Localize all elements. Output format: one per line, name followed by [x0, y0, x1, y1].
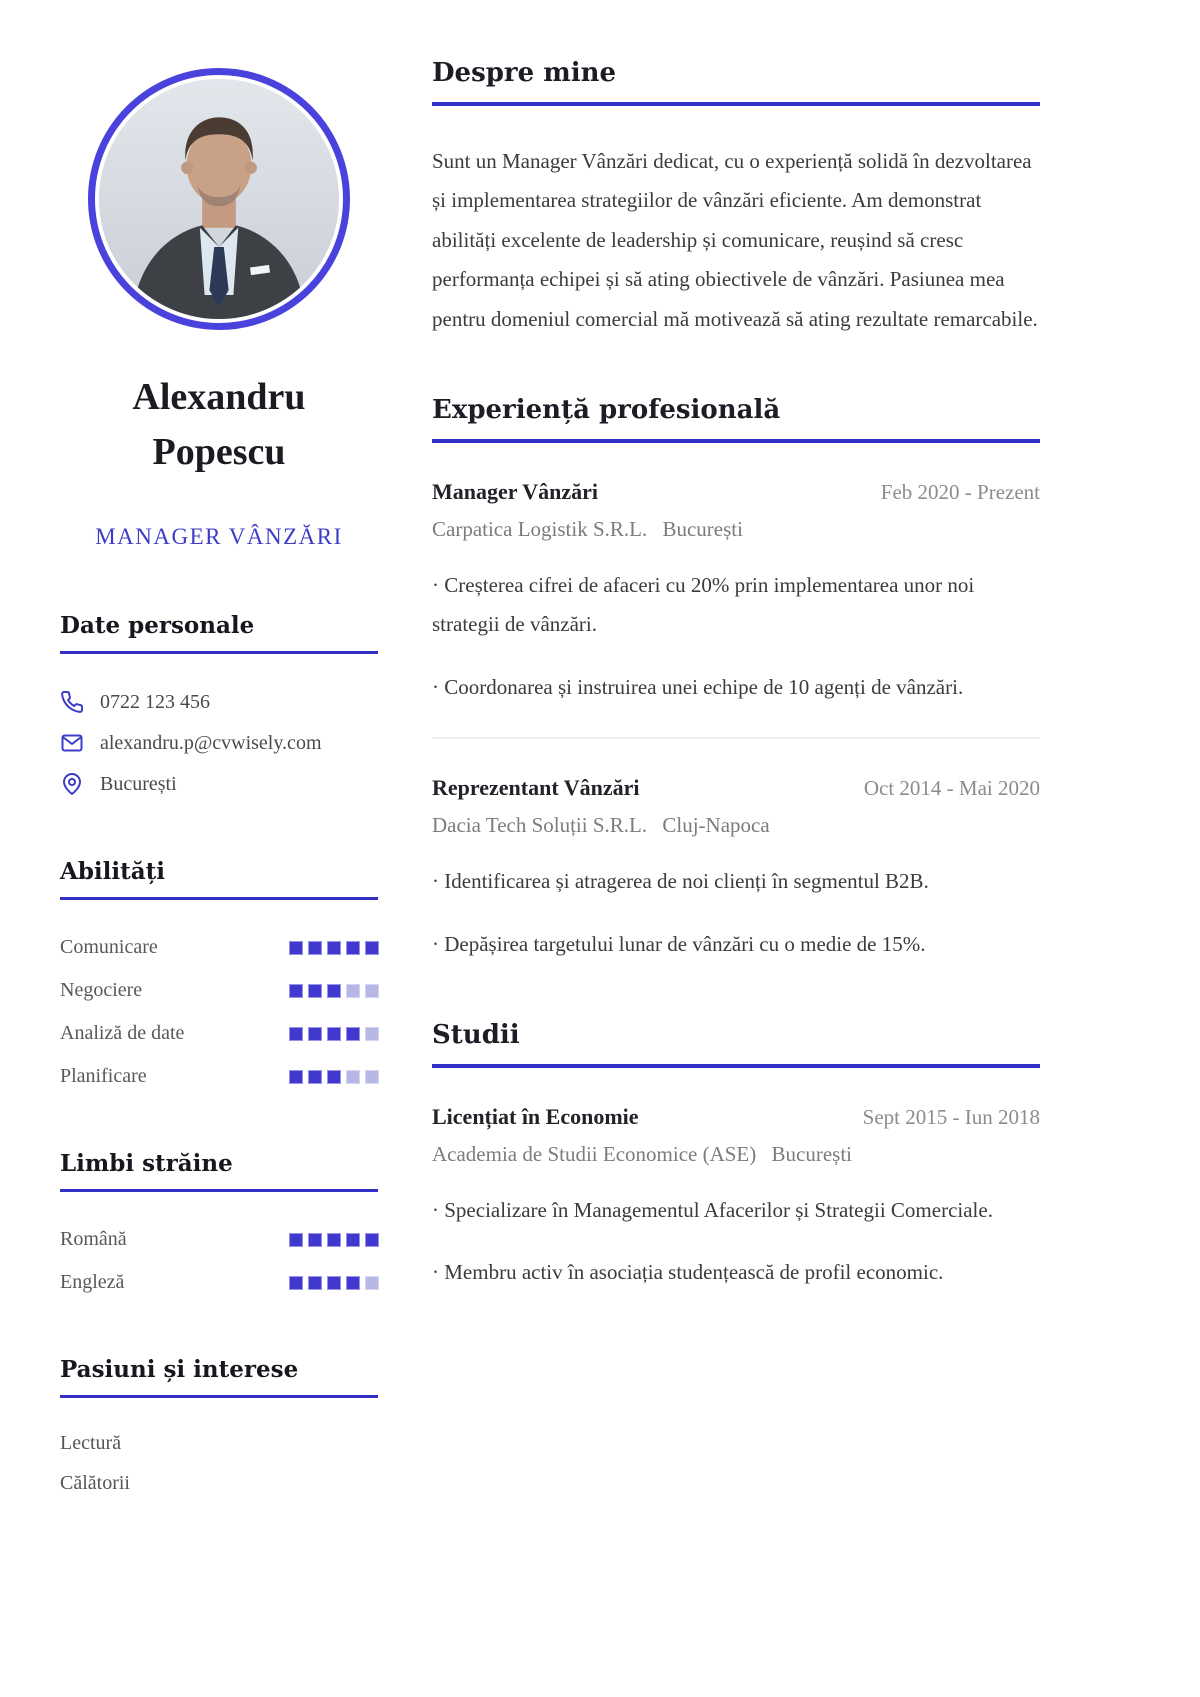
education-bullet: · Specializare în Managementul Afacerilor și Strategii Comerciale.: [432, 1191, 1040, 1230]
rating-square: [290, 1234, 302, 1246]
rating-square: [328, 985, 340, 997]
experience-bullet: · Coordonarea și instruirea unei echipe de 10 agenți de vânzări.: [432, 668, 1040, 707]
contact-list: [60, 690, 378, 796]
education-entry: [432, 1068, 1040, 1293]
skill-row: [60, 979, 378, 1002]
portrait-illustration: [99, 79, 339, 319]
rating-square: [347, 942, 359, 954]
skill-label: Analiză de date: [60, 1022, 185, 1045]
language-row: [60, 1228, 378, 1251]
location-value: București: [100, 772, 177, 795]
education-bullet: · Membru activ în asociația studențească de profil economic.: [432, 1253, 1040, 1292]
experience-organization: [432, 517, 1040, 542]
experience-bullet: · Identificarea și atragerea de noi clienți în segmentul B2B.: [432, 862, 1040, 901]
rating-square: [366, 942, 378, 954]
experience-entry: [432, 443, 1040, 739]
language-label: Engleză: [60, 1271, 125, 1294]
rating-square: [309, 1071, 321, 1083]
about-section: [432, 58, 1040, 339]
skill-rating: [290, 1071, 378, 1083]
rating-square: [328, 1071, 340, 1083]
rating-square: [290, 942, 302, 954]
education-organization: [432, 1142, 1040, 1167]
organization-name: Dacia Tech Soluții S.R.L.: [432, 812, 648, 837]
language-rating: [290, 1277, 378, 1289]
education-entry-head: [432, 1104, 1040, 1130]
sidebar: [60, 58, 378, 1512]
profile-photo: [99, 79, 339, 319]
rating-square: [328, 1028, 340, 1040]
rating-square: [290, 985, 302, 997]
skill-label: Comunicare: [60, 936, 158, 959]
interest-item: Călătorii: [60, 1472, 130, 1495]
skill-row: [60, 1022, 378, 1045]
experience-bullets: [432, 566, 1040, 707]
rating-square: [309, 1277, 321, 1289]
skill-rating: [290, 985, 378, 997]
rating-square: [366, 1028, 378, 1040]
rating-square: [309, 1234, 321, 1246]
location-pin-icon: [60, 772, 84, 796]
rating-square: [309, 985, 321, 997]
about-heading: Despre mine: [432, 58, 1040, 106]
rating-square: [347, 1234, 359, 1246]
languages-section: [60, 1150, 378, 1294]
experience-section: [432, 395, 1040, 963]
profile-photo-frame: [88, 68, 350, 330]
rating-square: [328, 942, 340, 954]
skill-rating: [290, 1028, 378, 1040]
email-row: [60, 731, 378, 755]
education-section: [432, 1020, 1040, 1293]
skills-section: [60, 858, 378, 1088]
skills-heading: Abilități: [60, 858, 378, 900]
rating-square: [328, 1277, 340, 1289]
skill-row: [60, 936, 378, 959]
rating-square: [309, 942, 321, 954]
interests-section: [60, 1356, 378, 1495]
about-text: Sunt un Manager Vânzări dedicat, cu o experiență solidă în dezvoltarea și implementarea strategiilor de vânzări eficiente. Am demonstrat abilități excelente de leadership și comunicare, reușind să cresc performanța echipei și să ating obiectivele de vânzări. Pasiunea mea pentru domeniul comercial mă motivează să ating rezultate remarcabile.: [432, 149, 1038, 331]
interests-list: [60, 1432, 378, 1495]
skill-label: Planificare: [60, 1065, 147, 1088]
candidate-job-title: MANAGER VÂNZĂRI: [95, 524, 343, 550]
organization-name: Carpatica Logistik S.R.L.: [432, 517, 648, 542]
experience-bullet: · Depășirea targetului lunar de vânzări cu o medie de 15%.: [432, 925, 1040, 964]
language-label: Română: [60, 1228, 127, 1251]
languages-heading: Limbi străine: [60, 1150, 378, 1192]
rating-square: [366, 1234, 378, 1246]
phone-value: 0722 123 456: [100, 690, 210, 713]
organization-location: București: [662, 517, 743, 542]
experience-heading: Experiență profesională: [432, 395, 1040, 443]
experience-entry: [432, 739, 1040, 964]
skill-label: Negociere: [60, 979, 143, 1002]
experience-bullets: [432, 862, 1040, 964]
main-column: [432, 58, 1040, 1512]
languages-list: [60, 1228, 378, 1294]
experience-period: Feb 2020 - Prezent: [880, 480, 1040, 505]
experience-entry-head: [432, 479, 1040, 505]
phone-icon: [60, 690, 84, 714]
skill-rating: [290, 942, 378, 954]
experience-period: Oct 2014 - Mai 2020: [863, 775, 1040, 800]
email-value: alexandru.p@cvwisely.com: [100, 731, 322, 754]
skill-row: [60, 1065, 378, 1088]
candidate-name: [60, 370, 378, 480]
education-period: Sept 2015 - Iun 2018: [862, 1104, 1040, 1129]
rating-square: [347, 1071, 359, 1083]
rating-square: [309, 1028, 321, 1040]
rating-square: [366, 985, 378, 997]
education-title: Licențiat în Economie: [432, 1103, 639, 1129]
organization-name: Academia de Studii Economice (ASE): [432, 1141, 757, 1166]
experience-title: Reprezentant Vânzări: [432, 774, 640, 800]
candidate-last-name: Popescu: [152, 431, 286, 474]
candidate-first-name: Alexandru: [132, 376, 306, 418]
phone-row: [60, 690, 378, 714]
language-rating: [290, 1234, 378, 1246]
skills-list: [60, 936, 378, 1088]
experience-organization: [432, 813, 1040, 838]
rating-square: [347, 985, 359, 997]
rating-square: [328, 1234, 340, 1246]
rating-square: [290, 1277, 302, 1289]
personal-details-section: [60, 612, 378, 796]
location-row: [60, 772, 378, 796]
experience-entry-head: [432, 775, 1040, 801]
organization-location: București: [771, 1141, 852, 1166]
organization-location: Cluj-Napoca: [662, 812, 770, 837]
rating-square: [347, 1028, 359, 1040]
rating-square: [366, 1071, 378, 1083]
rating-square: [290, 1071, 302, 1083]
experience-title: Manager Vânzări: [432, 479, 598, 505]
language-row: [60, 1271, 378, 1294]
interest-item: Lectură: [60, 1432, 122, 1455]
email-icon: [60, 731, 84, 755]
personal-details-heading: Date personale: [60, 612, 378, 654]
interests-heading: Pasiuni și interese: [60, 1356, 378, 1398]
education-heading: Studii: [432, 1020, 1040, 1068]
rating-square: [347, 1277, 359, 1289]
rating-square: [366, 1277, 378, 1289]
education-bullets: [432, 1191, 1040, 1293]
rating-square: [290, 1028, 302, 1040]
experience-bullet: · Creșterea cifrei de afaceri cu 20% prin implementarea unor noi strategii de vânzări.: [432, 566, 1040, 644]
